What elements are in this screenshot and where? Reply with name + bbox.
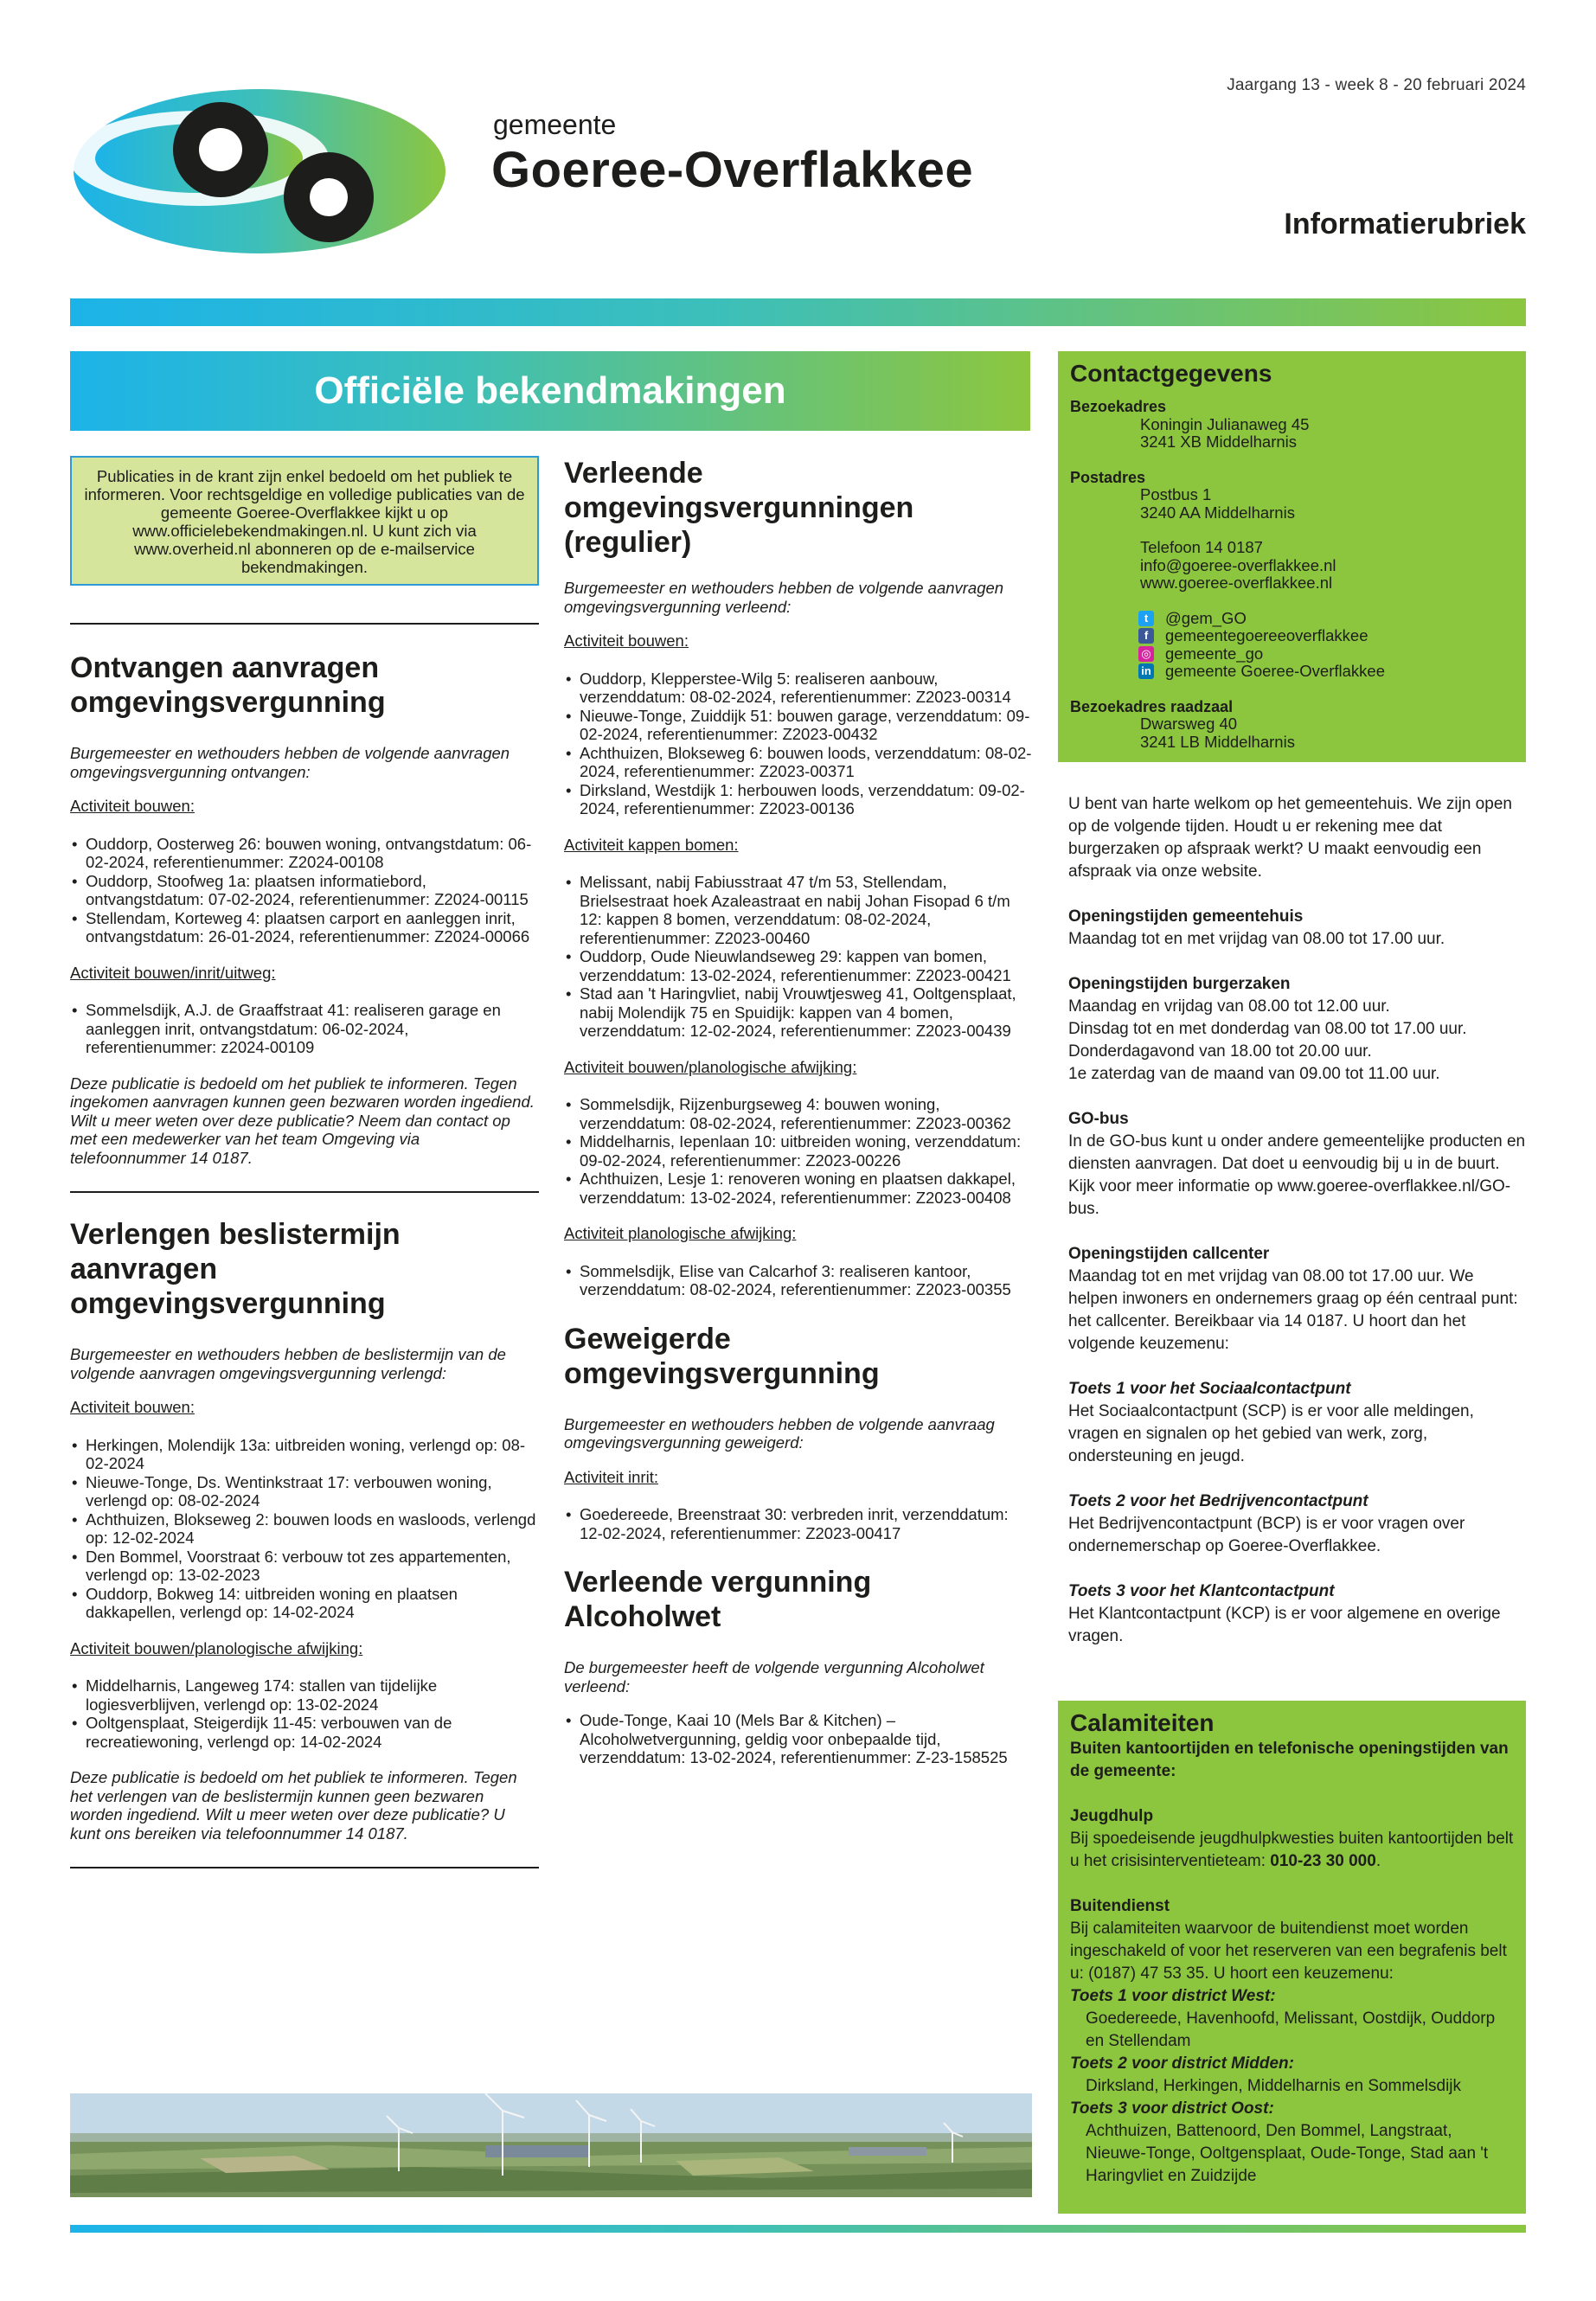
activity-label: Activiteit bouwen:	[70, 797, 195, 815]
permit-list	[70, 1001, 539, 1057]
menu-option-text: Het Klantcontactpunt (KCP) is er voor algemene en overige vragen.	[1068, 1605, 1501, 1645]
list-item: • Melissant, nabij Fabiusstraat 47 t/m 53, Stellendam, Brielsestraat hoek Azaleastraat en nabij Johan Fisopad 6 t/m 12: kappen 8 bomen, verzenddatum: 08-02-2024, referentienummer: Z2023-00460	[564, 873, 1033, 947]
list-item: • Ouddorp, Bokweg 14: uitbreiden woning en plaatsen dakkapellen, verlengd op: 14-02-2024	[70, 1585, 539, 1622]
twitter-link[interactable]	[1070, 610, 1514, 628]
contact-box	[1058, 351, 1526, 762]
activity-label: Activiteit bouwen:	[70, 1398, 195, 1416]
list-item: • Achthuizen, Lesje 1: renoveren woning en plaatsen dakkapel, verzenddatum: 13-02-2024, referentienummer: Z2023-00408	[564, 1170, 1033, 1207]
list-item: • Nieuwe-Tonge, Zuiddijk 51: bouwen garage, verzenddatum: 09-02-2024, referentienummer: Z2023-00432	[564, 707, 1033, 744]
list-item: • Ouddorp, Stoofweg 1a: plaatsen informatiebord, ontvangstdatum: 07-02-2024, referentienummer: Z2024-00115	[70, 872, 539, 909]
permit-list	[564, 873, 1033, 1041]
permit-list	[564, 1095, 1033, 1207]
instagram-link[interactable]	[1070, 645, 1514, 663]
list-item: • Oude-Tonge, Kaai 10 (Mels Bar & Kitchen) – Alcoholwetvergunning, geldig voor onbepaalde tijd, verzenddatum: 13-02-2024, referentienummer: Z-23-158525	[564, 1711, 1033, 1767]
district-text: Goedereede, Havenhoofd, Melissant, Oostdijk, Ouddorp en Stellendam	[1086, 2009, 1496, 2050]
website-link[interactable]: www.goeree-overflakkee.nl	[1140, 574, 1333, 592]
hours-text: Maandag tot en met vrijdag van 08.00 tot 17.00 uur. We helpen inwoners en ondernemers graag op één centraal punt: het callcenter. Bereikbaar via 14 0187. U hoort dan het volgende keuzemenu:	[1068, 1267, 1518, 1353]
permit-list	[70, 835, 539, 946]
linkedin-icon: in	[1138, 663, 1154, 679]
list-item: • Herkingen, Molendijk 13a: uitbreiden woning, verlengd op: 08-02-2024	[70, 1436, 539, 1473]
linkedin-handle: gemeente Goeree-Overflakkee	[1165, 662, 1385, 680]
divider	[70, 1867, 539, 1868]
calamities-box	[1058, 1701, 1526, 2214]
welcome-text: U bent van harte welkom op het gemeentehuis. We zijn open op de volgende tijden. Houdt u er rekening mee dat burgerzaken op afspraak werkt? U maakt eenvoudig een afspraak via onze website.	[1068, 795, 1512, 881]
issue-line: Jaargang 13 - week 8 - 20 februari 2024	[1227, 76, 1526, 94]
permit-list	[564, 1262, 1033, 1299]
permit-list	[564, 670, 1033, 818]
hours-text: Maandag en vrijdag van 08.00 tot 12.00 uur.	[1068, 997, 1390, 1016]
list-item: • Sommelsdijk, Rijzenburgseweg 4: bouwen woning, verzenddatum: 08-02-2024, referentienummer: Z2023-00362	[564, 1095, 1033, 1132]
list-item: • Middelharnis, Iepenlaan 10: uitbreiden woning, verzenddatum: 09-02-2024, referentienummer: Z2023-00226	[564, 1132, 1033, 1170]
email-link[interactable]: info@goeree-overflakkee.nl	[1140, 555, 1336, 574]
twitter-icon: t	[1138, 611, 1154, 626]
instagram-handle: gemeente_go	[1165, 644, 1264, 663]
list-item: • Ouddorp, Oude Nieuwlandseweg 29: kappen van bomen, verzenddatum: 13-02-2024, referentienummer: Z2023-00421	[564, 947, 1033, 984]
column-left	[70, 623, 539, 1868]
divider	[70, 623, 539, 625]
section-disclaimer: Deze publicatie is bedoeld om het publiek te informeren. Tegen ingekomen aanvragen kunnen geen bezwaren worden ingediend. Wilt u meer weten over deze publicatie? Neem dan contact op met een medewerker van het team Omgeving via telefoonnummer 14 0187.	[70, 1074, 535, 1167]
post-address-label: Postadres	[1070, 468, 1146, 486]
youth-care-text: Bij spoedeisende jeugdhulpkwesties buiten kantoortijden belt u het crisisinterventieteam: 010-23 30 000.	[1070, 1830, 1514, 1870]
facebook-link[interactable]	[1070, 627, 1514, 645]
gobus-text: In de GO-bus kunt u onder andere gemeentelijke producten en diensten aanvragen. Dat doet u eenvoudig bij u in de buurt. Kijk voor meer informatie op www.goeree-overflakkee.nl/GO-bus.	[1068, 1132, 1526, 1218]
activity-label: Activiteit kappen bomen:	[564, 835, 739, 854]
list-item: • Den Bommel, Voorstraat 6: verbouw tot zes appartementen, verlengd op: 13-02-2023	[70, 1548, 539, 1585]
visit-address-label: Bezoekadres	[1070, 398, 1167, 415]
menu-option-text: Het Sociaalcontactpunt (SCP) is er voor alle meldingen, vragen en signalen op het gebied van werk, zorg, ondersteuning en jeugd.	[1068, 1402, 1474, 1465]
activity-label: Activiteit bouwen/planologische afwijking:	[70, 1638, 363, 1657]
section-intro: Burgemeester en wethouders hebben de volgende aanvragen omgevingsvergunning verleend:	[564, 579, 1004, 616]
post-address-line: Postbus 1	[1140, 485, 1212, 503]
section-banner: Officiële bekendmakingen	[70, 351, 1030, 431]
instagram-icon: ◎	[1138, 646, 1154, 662]
menu-option-title: Toets 3 voor het Klantcontactpunt	[1068, 1582, 1335, 1600]
gradient-bar-top	[70, 298, 1526, 326]
list-item: • Goedereede, Breenstraat 30: verbreden inrit, verzenddatum: 12-02-2024, referentienummer: Z2023-00417	[564, 1505, 1033, 1542]
list-item: • Achthuizen, Blokseweg 2: bouwen loods en wasloods, verlengd op: 12-02-2024	[70, 1510, 539, 1548]
visit-address-line: Koningin Julianaweg 45	[1140, 414, 1310, 433]
section-title-geweigerd: Geweigerde omgevingsvergunning	[564, 1322, 880, 1390]
activity-label: Activiteit bouwen/planologische afwijking:	[564, 1057, 857, 1076]
section-intro: Burgemeester en wethouders hebben de volgende aanvraag omgevingsvergunning geweigerd:	[564, 1414, 995, 1452]
activity-label: Activiteit bouwen:	[564, 631, 689, 650]
district-title: Toets 3 voor district Oost:	[1070, 2099, 1274, 2118]
field-service-text: Bij calamiteiten waarvoor de buitendienst moet worden ingeschakeld of voor het reserveren van een begrafenis belt u: (0187) 47 53 35. U hoort een keuzemenu:	[1070, 1920, 1507, 1983]
menu-option-title: Toets 1 voor het Sociaalcontactpunt	[1068, 1380, 1351, 1398]
list-item: • Stad aan 't Haringvliet, nabij Vrouwtjesweg 41, Ooltgensplaat, nabij Molendijk 75 en Spuidijk: kappen van 4 bomen, verzenddatum: 12-02-2024, referentienummer: Z2023-00439	[564, 984, 1033, 1041]
post-address-line: 3240 AA Middelharnis	[1140, 503, 1295, 522]
visit-address-line: 3241 XB Middelharnis	[1140, 433, 1297, 451]
permit-list	[564, 1711, 1033, 1767]
district-text: Dirksland, Herkingen, Middelharnis en Sommelsdijk	[1086, 2077, 1462, 2095]
permit-list	[70, 1676, 539, 1751]
menu-option-title: Toets 2 voor het Bedrijvencontactpunt	[1068, 1492, 1368, 1510]
permit-list	[564, 1505, 1033, 1542]
section-disclaimer: Deze publicatie is bedoeld om het publiek te informeren. Tegen het verlengen van de beslistermijn kunnen geen bezwaren worden ingediend. Wilt u meer weten over deze publicatie? U kunt ons bereiken via telefoonnummer 14 0187.	[70, 1768, 517, 1843]
contact-title: Contactgegevens	[1070, 360, 1272, 387]
hours-title: Openingstijden gemeentehuis	[1068, 907, 1304, 926]
facebook-handle: gemeentegoereeoverflakkee	[1165, 626, 1368, 644]
twitter-handle: @gem_GO	[1165, 608, 1247, 627]
hours-text: Dinsdag tot en met donderdag van 08.00 tot 17.00 uur.	[1068, 1020, 1467, 1038]
field-service-title: Buitendienst	[1070, 1897, 1170, 1915]
list-item: • Dirksland, Westdijk 1: herbouwen loods, verzenddatum: 09-02-2024, referentienummer: Z2023-00136	[564, 781, 1033, 818]
activity-label: Activiteit bouwen/inrit/uitweg:	[70, 963, 276, 982]
brand-subtitle: gemeente	[493, 109, 617, 140]
menu-option-text: Het Bedrijvencontactpunt (BCP) is er voor vragen over ondernemerschap op Goeree-Overflakkee.	[1068, 1515, 1465, 1555]
list-item: • Sommelsdijk, Elise van Calcarhof 3: realiseren kantoor, verzenddatum: 08-02-2024, referentienummer: Z2023-00355	[564, 1262, 1033, 1299]
gobus-title: GO-bus	[1068, 1110, 1129, 1128]
column-middle	[564, 456, 1033, 1785]
gemeente-logo	[69, 76, 450, 258]
hours-text: 1e zaterdag van de maand van 09.00 tot 11.00 uur.	[1068, 1065, 1440, 1083]
calamities-subtitle: Buiten kantoortijden en telefonische openingstijden van de gemeente:	[1070, 1740, 1509, 1780]
list-item: • Ouddorp, Oosterweg 26: bouwen woning, ontvangstdatum: 06-02-2024, referentienummer: Z2024-00108	[70, 835, 539, 872]
list-item: • Middelharnis, Langeweg 174: stallen van tijdelijke logiesverblijven, verlengd op: 13-02-2024	[70, 1676, 539, 1714]
permit-list	[70, 1436, 539, 1622]
section-intro: Burgemeester en wethouders hebben de beslistermijn van de volgende aanvragen omgevingsvergunning verlengd:	[70, 1345, 506, 1382]
hours-text: Donderdagavond van 18.00 tot 20.00 uur.	[1068, 1042, 1372, 1061]
activity-label: Activiteit planologische afwijking:	[564, 1224, 797, 1242]
council-address-line: Dwarsweg 40	[1140, 715, 1238, 733]
section-title-verlengen: Verlengen beslistermijn aanvragen omgevingsvergunning	[70, 1218, 401, 1320]
section-title-verleend: Verleende omgevingsvergunningen (regulier)	[564, 457, 914, 559]
crisis-phone: 010-23 30 000	[1270, 1852, 1376, 1870]
section-intro: De burgemeester heeft de volgende vergunning Alcoholwet verleend:	[564, 1658, 984, 1695]
list-item: • Sommelsdijk, A.J. de Graaffstraat 41: realiseren garage en aanleggen inrit, ontvangstdatum: 06-02-2024, referentienummer: z2024-00109	[70, 1001, 539, 1057]
hours-text: Maandag tot en met vrijdag van 08.00 tot 17.00 uur.	[1068, 930, 1445, 948]
rubric-title: Informatierubriek	[1284, 208, 1526, 240]
phone-number: Telefoon 14 0187	[1140, 538, 1263, 556]
district-title: Toets 1 voor district West:	[1070, 1987, 1276, 2005]
brand-title: Goeree-Overflakkee	[491, 142, 974, 198]
list-item: • Nieuwe-Tonge, Ds. Wentinkstraat 17: verbouwen woning, verlengd op: 08-02-2024	[70, 1473, 539, 1510]
council-address-label: Bezoekadres raadzaal	[1070, 697, 1234, 715]
list-item: • Ooltgensplaat, Steigerdijk 11-45: verbouwen van de recreatiewoning, verlengd op: 14-02-2024	[70, 1714, 539, 1751]
council-address-line: 3241 LB Middelharnis	[1140, 732, 1295, 751]
hours-title: Openingstijden burgerzaken	[1068, 975, 1291, 993]
list-item: • Ouddorp, Klepperstee-Wilg 5: realiseren aanbouw, verzenddatum: 08-02-2024, referentienummer: Z2023-00314	[564, 670, 1033, 707]
publication-note: Publicaties in de krant zijn enkel bedoeld om het publiek te informeren. Voor rechtsgeldige en volledige publicaties van de gemeente Goeree-Overflakkee kijkt u op www.officielebekendmakingen.nl. U kunt zich via www.overheid.nl abonneren op de e-mailservice bekendmakingen.	[70, 456, 539, 586]
section-title-ontvangen: Ontvangen aanvragen omgevingsvergunning	[70, 651, 386, 719]
district-title: Toets 2 voor district Midden:	[1070, 2054, 1294, 2073]
opening-hours-info	[1068, 793, 1527, 1670]
district-text: Achthuizen, Battenoord, Den Bommel, Langstraat, Nieuwe-Tonge, Ooltgensplaat, Oude-Tonge, Stad aan 't Haringvliet en Zuidzijde	[1086, 2122, 1489, 2185]
hours-title: Openingstijden callcenter	[1068, 1245, 1270, 1263]
facebook-icon: f	[1138, 628, 1154, 644]
youth-care-title: Jeugdhulp	[1070, 1807, 1154, 1825]
list-item: • Achthuizen, Blokseweg 6: bouwen loods, verzenddatum: 08-02-2024, referentienummer: Z2023-00371	[564, 744, 1033, 781]
landscape-photo	[70, 2093, 1032, 2197]
list-item: • Stellendam, Korteweg 4: plaatsen carport en aanleggen inrit, ontvangstdatum: 26-01-2024, referentienummer: Z2024-00066	[70, 909, 539, 946]
activity-label: Activiteit inrit:	[564, 1467, 658, 1486]
gradient-bar-bottom	[70, 2225, 1526, 2233]
section-title-alcoholwet: Verleende vergunning Alcoholwet	[564, 1566, 872, 1633]
linkedin-link[interactable]	[1070, 663, 1514, 681]
section-intro: Burgemeester en wethouders hebben de volgende aanvragen omgevingsvergunning ontvangen:	[70, 744, 510, 781]
calamities-title: Calamiteiten	[1070, 1709, 1215, 1736]
